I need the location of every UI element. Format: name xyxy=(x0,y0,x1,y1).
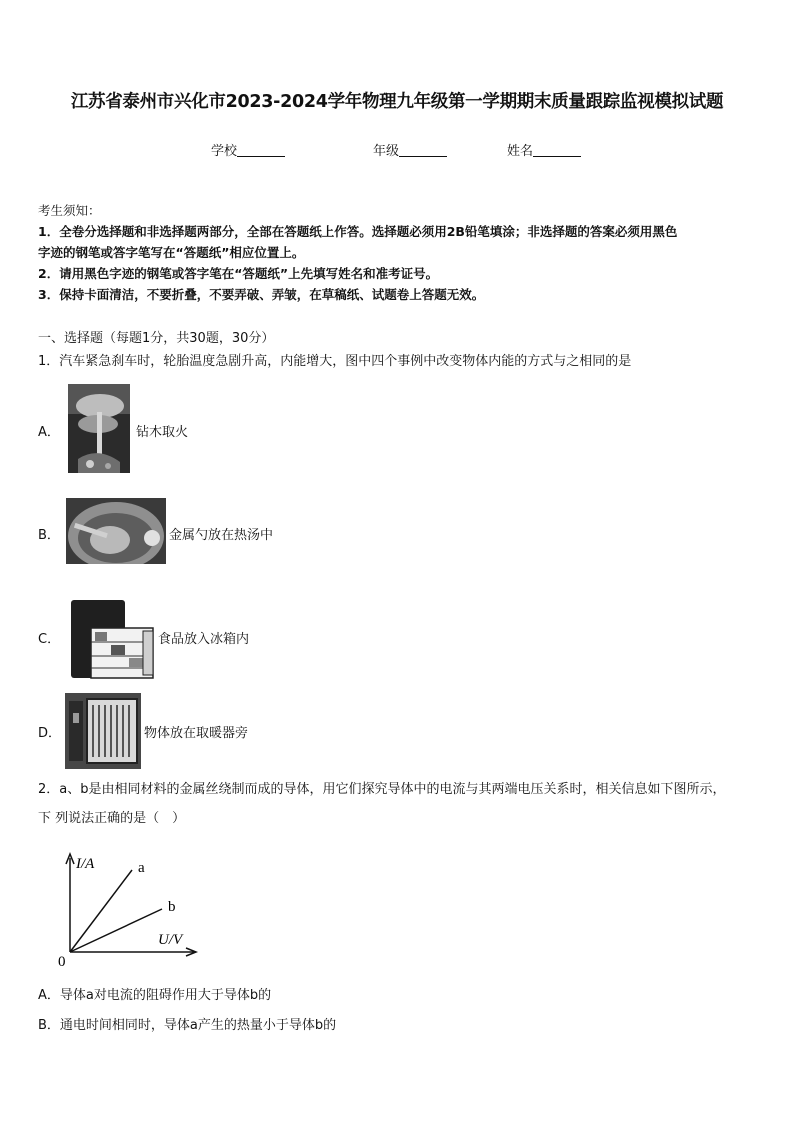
notice-item: 3．保持卡面清洁，不要折叠，不要弄破、弄皱，在草稿纸、试题卷上答题无效。 xyxy=(38,287,485,302)
question-2-stem-line2: 下 列说法正确的是（ ） xyxy=(38,811,186,826)
school-field[interactable] xyxy=(211,140,285,159)
line-a-label: a xyxy=(138,860,145,876)
q2-option-b[interactable] xyxy=(38,1012,760,1040)
x-axis-label: U/V xyxy=(158,932,183,948)
option-d-letter[interactable]: D． xyxy=(38,726,62,741)
grade-blank[interactable] xyxy=(399,144,447,157)
iu-graph xyxy=(54,850,204,970)
grade-field[interactable] xyxy=(373,140,447,159)
line-b-label: b xyxy=(168,899,176,915)
option-c-text: 食品放入冰箱内 xyxy=(158,632,250,647)
line-a xyxy=(70,870,132,952)
q2-option-b-letter: B． xyxy=(38,1018,60,1033)
option-b-letter[interactable]: B． xyxy=(38,528,60,543)
option-d-text: 物体放在取暖器旁 xyxy=(144,726,249,741)
option-c-letter[interactable]: C． xyxy=(38,632,61,647)
q2-option-a[interactable] xyxy=(38,982,760,1010)
name-field[interactable] xyxy=(507,140,581,159)
q2-option-a-letter: A． xyxy=(38,988,60,1003)
heater-photo xyxy=(65,693,141,769)
drilling-wood-photo xyxy=(68,384,130,473)
origin-label: 0 xyxy=(58,954,66,970)
option-a-letter[interactable]: A． xyxy=(38,425,60,440)
q2-option-a-text: 导体a对电流的阻碍作用大于导体b的 xyxy=(59,988,272,1003)
school-label: 学校 xyxy=(211,144,238,159)
notice-item: 2．请用黑色字迹的钢笔或答字笔在“答题纸”上先填写姓名和准考证号。 xyxy=(38,266,439,281)
name-blank[interactable] xyxy=(533,144,581,157)
q2-option-b-text: 通电时间相同时，导体a产生的热量小于导体b的 xyxy=(59,1018,337,1033)
notice-item: 字迹的钢笔或答字笔写在“答题纸”相应位置上。 xyxy=(38,245,305,260)
question-1-stem: 1．汽车紧急刹车时，轮胎温度急剧升高，内能增大，图中四个事例中改变物体内能的方式与之相同的是 xyxy=(38,354,632,369)
grade-label: 年级 xyxy=(373,144,400,159)
question-2-stem-line1: 2．a、b是由相同材料的金属丝绕制而成的导体，用它们探究导体中的电流与其两端电压关系时，相关信息如下图所示， xyxy=(38,782,726,797)
school-blank[interactable] xyxy=(237,144,285,157)
notice-item: 1．全卷分选择题和非选择题两部分，全部在答题纸上作答。选择题必须用2B铅笔填涂；非选择题的答案必须用黑色 xyxy=(38,224,678,239)
fridge-photo xyxy=(69,598,157,682)
y-axis-label: I/A xyxy=(76,856,95,872)
option-b-text: 金属勺放在热汤中 xyxy=(169,528,274,543)
name-label: 姓名 xyxy=(507,144,534,159)
exam-title: 江苏省泰州市兴化市2023-2024学年物理九年级第一学期期末质量跟踪监视模拟试题 xyxy=(70,92,724,112)
line-b xyxy=(70,909,162,952)
section-heading: 一、选择题（每题1分，共30题，30分） xyxy=(38,331,275,346)
notice-heading: 考生须知： xyxy=(38,203,101,218)
option-a-text: 钻木取火 xyxy=(136,425,189,440)
spoon-in-soup-photo xyxy=(66,498,166,574)
